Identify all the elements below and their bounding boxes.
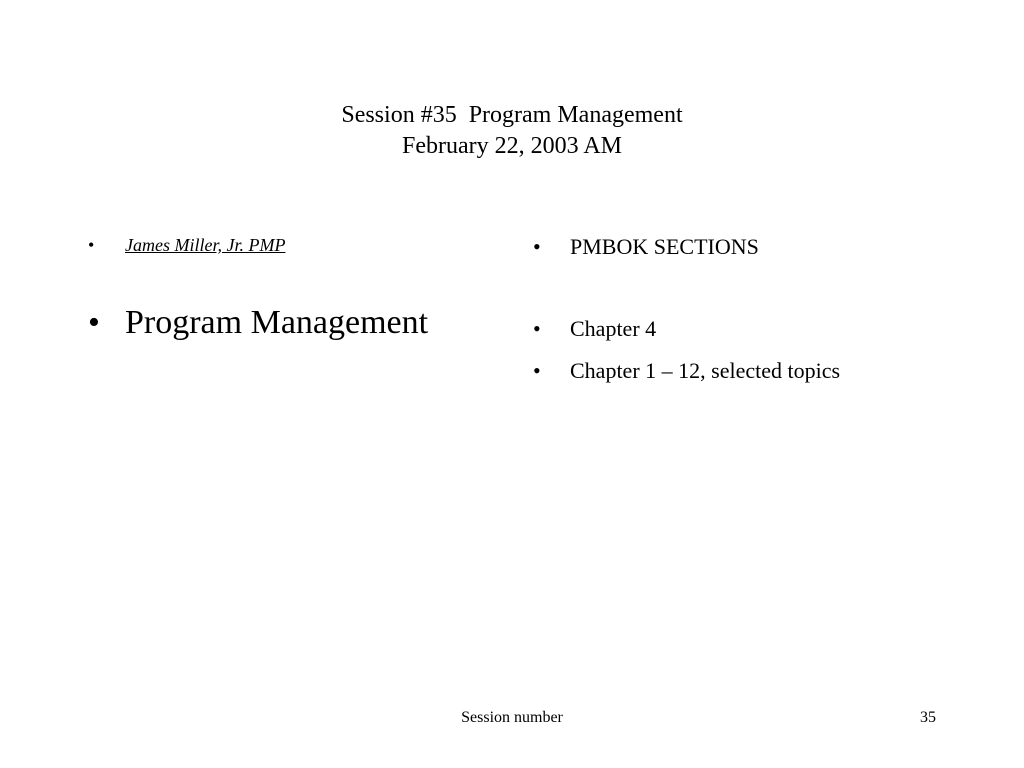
list-item-text: Chapter 1 – 12, selected topics xyxy=(570,358,841,383)
bullet-icon: • xyxy=(88,304,100,341)
right-column xyxy=(533,232,973,386)
list-item xyxy=(533,314,973,344)
bullet-icon: • xyxy=(533,234,541,259)
left-column xyxy=(88,232,508,344)
list-item-text: Chapter 4 xyxy=(570,316,657,341)
footer-session-label: Session number xyxy=(461,709,563,726)
list-item xyxy=(533,356,973,386)
title-line-session: Session #35 Program Management xyxy=(341,102,683,128)
bullet-icon: • xyxy=(533,358,541,383)
topic-text: Program Management xyxy=(125,304,429,341)
author-bullet xyxy=(88,232,508,258)
bullet-icon: • xyxy=(88,235,95,255)
bullet-icon: • xyxy=(533,316,541,341)
title-line-date: February 22, 2003 AM xyxy=(402,133,622,159)
topic-bullet xyxy=(88,302,508,344)
pmbok-heading-bullet xyxy=(533,232,973,262)
author-name: James Miller, Jr. PMP xyxy=(125,235,286,255)
page-number: 35 xyxy=(920,709,936,726)
pmbok-heading: PMBOK SECTIONS xyxy=(570,234,759,259)
slide-title xyxy=(0,100,1024,162)
